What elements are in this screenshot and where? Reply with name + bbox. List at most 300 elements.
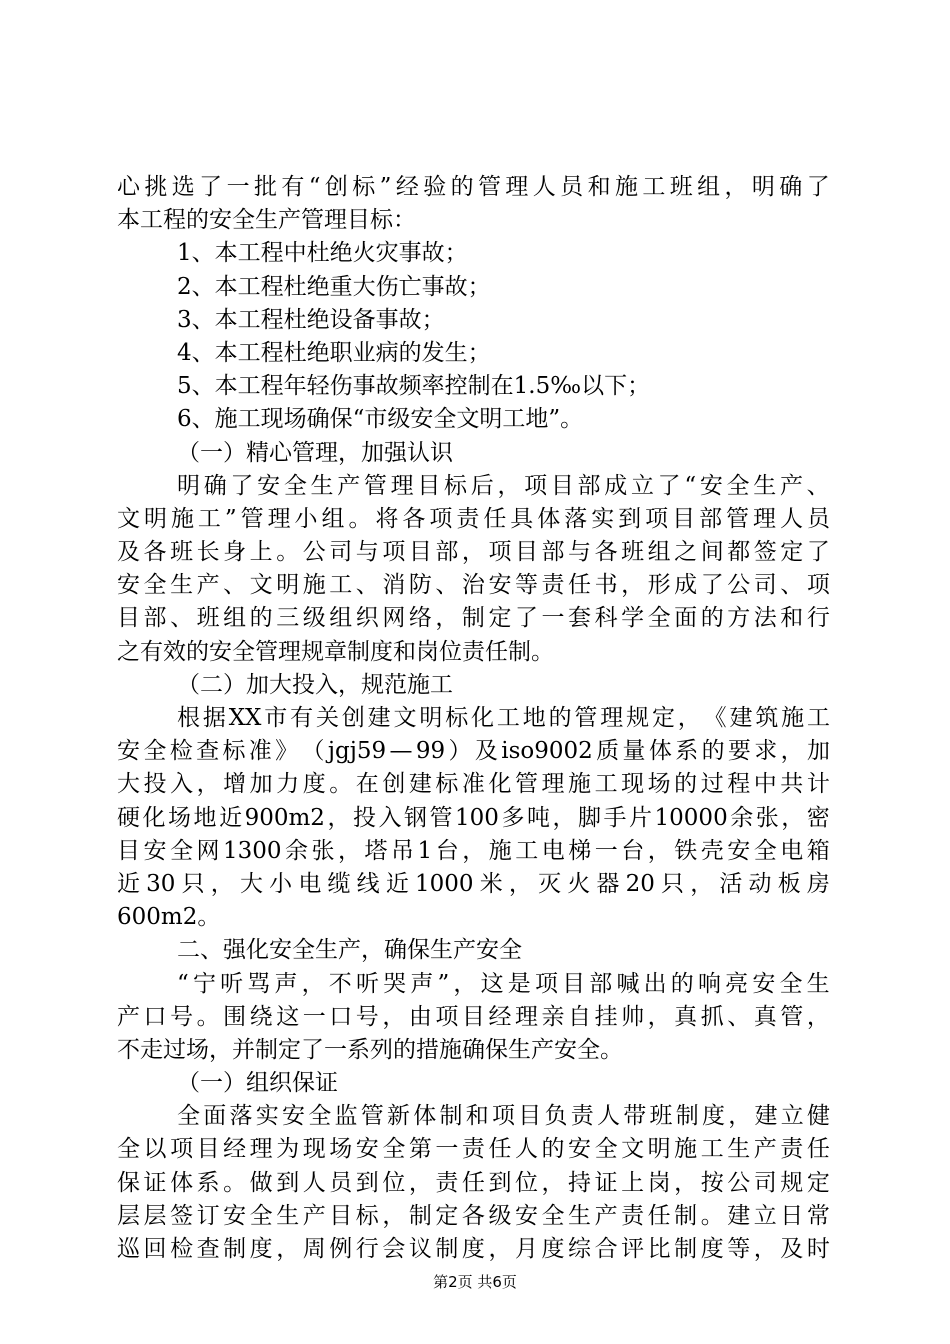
text-glyph: 全 — [753, 837, 777, 864]
text-glyph: 班 — [196, 605, 220, 632]
text-glyph: 项 — [429, 505, 453, 532]
text-glyph: 了 — [700, 572, 724, 599]
text-glyph: 线 — [356, 870, 380, 897]
text-line — [117, 536, 830, 569]
text-glyph: 声 — [410, 970, 434, 997]
text-glyph: ， — [724, 174, 748, 200]
text-glyph: ， — [210, 870, 234, 897]
text-glyph: 目 — [550, 472, 574, 499]
text-glyph: 电 — [298, 870, 322, 897]
text-glyph: 真 — [674, 1003, 698, 1030]
text-line — [117, 968, 830, 1001]
text-glyph: 器 — [596, 870, 620, 897]
text-glyph: 任 — [806, 1136, 830, 1163]
text-glyph: 。 — [329, 771, 353, 798]
text-glyph: 组 — [647, 539, 671, 566]
text-glyph: 级 — [302, 605, 326, 632]
text-glyph: 安 — [514, 1202, 538, 1229]
text-glyph: 安 — [752, 970, 776, 997]
text-glyph: 合 — [594, 1236, 618, 1262]
text-glyph: 查 — [196, 1236, 220, 1262]
text-glyph: 员 — [806, 505, 830, 532]
text-glyph: 的 — [700, 605, 724, 632]
text-glyph: 、 — [170, 605, 194, 632]
text-glyph: 了 — [514, 605, 538, 632]
text-glyph: 口 — [143, 1003, 167, 1030]
text-glyph: 施 — [488, 837, 512, 864]
text-glyph: 到 — [618, 505, 642, 532]
text-line: 不走过场，并制定了一系列的措施确保生产安全。 — [117, 1036, 623, 1063]
text-glyph: “ — [177, 970, 189, 997]
text-glyph: 科 — [594, 605, 618, 632]
text-glyph: 实 — [255, 1103, 279, 1130]
text-glyph: ， — [674, 1169, 698, 1196]
text-glyph: 评 — [621, 1236, 645, 1262]
text-line — [117, 835, 830, 868]
text-glyph: 生 — [568, 1202, 592, 1229]
text-glyph: 上 — [621, 1169, 645, 1196]
text-glyph: 全 — [177, 1103, 200, 1130]
text-glyph: jgj59 — [327, 738, 387, 765]
text-glyph: 生 — [276, 1202, 300, 1229]
text-glyph: 及 — [474, 738, 498, 765]
text-glyph: 学 — [621, 605, 645, 632]
text-glyph: 度 — [461, 1236, 485, 1262]
text-glyph: 经 — [395, 174, 419, 200]
text-glyph: 班 — [170, 539, 194, 566]
text-glyph: ， — [488, 1236, 512, 1262]
text-glyph: 带 — [623, 1103, 647, 1130]
text-glyph: 火 — [567, 870, 591, 897]
text-glyph: 这 — [480, 970, 504, 997]
text-glyph: 铁 — [674, 837, 698, 864]
text-glyph: 岗 — [647, 1169, 671, 1196]
text-glyph: 与 — [355, 539, 379, 566]
text-line — [117, 1167, 830, 1200]
text-glyph: 证 — [143, 1169, 167, 1196]
text-glyph: ， — [382, 1202, 406, 1229]
text-line — [117, 470, 830, 503]
text-glyph: 的 — [249, 605, 273, 632]
text-glyph: 标 — [352, 174, 376, 200]
text-glyph: 施 — [781, 705, 805, 731]
text-glyph: 》 — [275, 738, 299, 765]
text-glyph: 安 — [223, 1202, 247, 1229]
text-glyph: 长 — [196, 539, 220, 566]
text-glyph: 由 — [408, 1003, 432, 1030]
text-glyph: 了 — [806, 539, 830, 566]
text-glyph: 级 — [488, 1202, 512, 1229]
text-glyph: 全 — [647, 605, 671, 632]
text-line — [117, 702, 830, 735]
text-line — [117, 1001, 830, 1034]
text-glyph: 根 — [177, 705, 200, 731]
text-glyph: 定 — [806, 1169, 830, 1196]
text-glyph: ， — [461, 539, 485, 566]
text-glyph: 明 — [177, 472, 200, 499]
text-glyph: 度 — [541, 1236, 565, 1262]
text-glyph: 体 — [170, 1169, 194, 1196]
text-glyph: 安 — [699, 472, 723, 499]
text-glyph: 关 — [315, 705, 339, 731]
text-glyph: 书 — [594, 572, 618, 599]
text-glyph: 任 — [647, 1202, 671, 1229]
text-glyph: （ — [301, 738, 325, 765]
text-glyph: ） — [448, 738, 472, 765]
text-glyph: 络 — [408, 605, 432, 632]
text-glyph: 套 — [568, 605, 592, 632]
text-glyph: 订 — [196, 1202, 220, 1229]
text-glyph: 安 — [117, 572, 140, 599]
text-glyph: 部 — [589, 970, 613, 997]
text-glyph: 全 — [170, 837, 193, 864]
text-glyph: 位 — [514, 1169, 538, 1196]
text-glyph: 工 — [700, 1136, 724, 1163]
text-glyph: 要 — [727, 738, 751, 765]
text-glyph: 形 — [647, 572, 671, 599]
text-glyph: 管 — [240, 505, 264, 532]
text-glyph: 司 — [753, 1169, 777, 1196]
text-glyph: 生 — [727, 1136, 751, 1163]
text-glyph: 为 — [276, 1136, 300, 1163]
text-glyph: 负 — [544, 1103, 568, 1130]
text-glyph: 化 — [488, 771, 512, 798]
text-glyph: 。 — [196, 1003, 220, 1030]
text-glyph: 张 — [311, 837, 335, 864]
text-glyph: 责 — [435, 1169, 459, 1196]
text-glyph: 人 — [597, 1103, 620, 1130]
text-glyph: 、 — [727, 1003, 751, 1030]
text-glyph: ， — [453, 970, 477, 997]
text-glyph: 目 — [117, 837, 140, 864]
text-glyph: 了 — [199, 174, 223, 200]
text-glyph: 安 — [257, 472, 281, 499]
text-glyph: 产 — [753, 1136, 777, 1163]
text-glyph: 系 — [196, 1169, 220, 1196]
text-glyph: 建 — [754, 1103, 778, 1130]
text-glyph: ， — [806, 1003, 830, 1030]
text-glyph: 管 — [514, 771, 538, 798]
text-glyph: 帅 — [621, 1003, 645, 1030]
text-glyph: 心 — [117, 174, 140, 200]
text-glyph: 明 — [143, 505, 167, 532]
text-glyph: 定 — [488, 605, 512, 632]
text-glyph: 生 — [753, 472, 777, 499]
text-glyph: 增 — [223, 771, 247, 798]
text-glyph: 都 — [727, 539, 751, 566]
text-glyph: 梯 — [568, 837, 592, 864]
text-glyph: 骂 — [247, 970, 271, 997]
text-glyph: ， — [780, 738, 804, 765]
text-glyph: 明 — [419, 705, 443, 731]
page-footer: 第2页 共6页 — [433, 1273, 517, 1291]
text-glyph: 三 — [276, 605, 300, 632]
text-glyph: — — [389, 738, 413, 765]
text-line — [117, 802, 830, 835]
text-glyph: ， — [728, 1103, 752, 1130]
text-glyph: 人 — [514, 1136, 538, 1163]
text-glyph: 全 — [117, 1136, 140, 1163]
text-glyph: ， — [508, 870, 532, 897]
text-glyph: 管 — [360, 1103, 384, 1130]
text-glyph: 声 — [274, 970, 298, 997]
text-glyph: 只 — [661, 870, 685, 897]
text-glyph: 班 — [669, 174, 693, 200]
text-line — [117, 503, 830, 536]
text-glyph: 人 — [302, 1169, 326, 1196]
text-glyph: 网 — [196, 837, 220, 864]
text-glyph: 责 — [780, 1136, 804, 1163]
text-glyph: 行 — [355, 1236, 379, 1262]
text-glyph: 是 — [507, 970, 531, 997]
text-glyph: 的 — [670, 970, 694, 997]
text-glyph: 管 — [726, 505, 750, 532]
text-glyph: ， — [301, 970, 325, 997]
text-glyph: 员 — [560, 174, 584, 200]
text-glyph: 理 — [249, 1136, 273, 1163]
text-glyph: 日 — [780, 1202, 804, 1229]
text-glyph: 管 — [429, 804, 453, 831]
text-glyph: 施 — [614, 174, 638, 200]
text-glyph: 片 — [629, 804, 653, 831]
text-glyph: 30 — [146, 870, 176, 897]
text-glyph: 施 — [674, 1136, 698, 1163]
text-glyph: 检 — [169, 738, 193, 765]
text-glyph: 理 — [753, 505, 777, 532]
text-glyph: 目 — [672, 505, 696, 532]
text-glyph: 产 — [337, 472, 361, 499]
text-glyph: 落 — [229, 1103, 253, 1130]
text-glyph: 组 — [223, 605, 247, 632]
text-glyph: 一 — [541, 605, 565, 632]
text-glyph: 组 — [329, 605, 353, 632]
text-glyph: 全 — [726, 472, 750, 499]
text-glyph: ， — [753, 1236, 777, 1262]
text-glyph: 制 — [408, 1202, 432, 1229]
text-glyph: 司 — [329, 539, 353, 566]
text-glyph: 按 — [700, 1169, 724, 1196]
text-glyph: 100 — [455, 804, 499, 831]
text-glyph: 建 — [367, 705, 391, 731]
text-glyph: 电 — [541, 837, 565, 864]
text-glyph: 项 — [435, 1003, 459, 1030]
text-glyph: 不 — [328, 970, 352, 997]
text-glyph: 了 — [806, 174, 830, 200]
text-line: 本工程的安全生产管理目标： — [117, 207, 416, 234]
text-glyph: 1 — [417, 837, 433, 864]
text-glyph: 目 — [117, 605, 140, 632]
text-glyph: 周 — [302, 1236, 326, 1262]
text-glyph: 标 — [355, 1202, 379, 1229]
text-glyph: 余 — [285, 837, 309, 864]
text-glyph: 米 — [479, 870, 503, 897]
text-glyph: 计 — [806, 771, 830, 798]
text-glyph: 治 — [461, 572, 485, 599]
text-glyph: 人 — [779, 505, 803, 532]
text-line: 6、施工现场确保“市级安全文明工地”。 — [177, 406, 584, 433]
text-glyph: 检 — [170, 1236, 194, 1262]
text-glyph: 文 — [393, 705, 417, 731]
text-glyph: 程 — [727, 771, 751, 798]
text-glyph: 创 — [324, 174, 348, 200]
text-glyph: 围 — [223, 1003, 247, 1030]
text-glyph: 文 — [621, 1136, 645, 1163]
text-glyph: 理 — [390, 472, 414, 499]
text-glyph: 听 — [355, 970, 379, 997]
text-glyph: 目 — [518, 1103, 542, 1130]
text-glyph: 上 — [249, 539, 273, 566]
text-glyph: ， — [462, 837, 486, 864]
text-glyph: 的 — [674, 771, 698, 798]
text-glyph: 电 — [780, 837, 804, 864]
text-glyph: 量 — [622, 738, 646, 765]
text-glyph: ” — [379, 174, 392, 200]
text-glyph: 、 — [780, 572, 804, 599]
text-glyph: 制 — [674, 1202, 698, 1229]
text-glyph: 生 — [170, 572, 194, 599]
text-glyph: 大 — [117, 771, 140, 798]
text-glyph: 工 — [807, 705, 830, 731]
text-glyph: 绕 — [249, 1003, 273, 1030]
text-glyph: 比 — [647, 1236, 671, 1262]
text-glyph: 各 — [461, 1202, 485, 1229]
text-glyph: 班 — [621, 539, 645, 566]
text-glyph: 月 — [514, 1236, 538, 1262]
text-glyph: 这 — [276, 1003, 300, 1030]
text-glyph: 加 — [807, 738, 830, 765]
text-glyph: ， — [621, 572, 645, 599]
text-glyph: 议 — [408, 1236, 432, 1262]
text-glyph: 项 — [382, 539, 406, 566]
text-glyph: 活 — [719, 870, 743, 897]
text-glyph: 制 — [674, 1236, 698, 1262]
text-glyph: 目 — [417, 472, 441, 499]
text-glyph: 成 — [674, 572, 698, 599]
text-glyph: 一 — [302, 1003, 326, 1030]
text-glyph: 责 — [541, 572, 565, 599]
text-glyph: 文 — [249, 572, 273, 599]
text-glyph: 中 — [753, 771, 777, 798]
text-glyph: 项 — [645, 505, 669, 532]
text-glyph: 体 — [537, 505, 561, 532]
text-glyph: 任 — [461, 1169, 485, 1196]
text-glyph: 、 — [806, 472, 830, 499]
text-glyph: 1000 — [415, 870, 474, 897]
text-glyph: 例 — [329, 1236, 353, 1262]
text-glyph: 部 — [699, 505, 723, 532]
text-glyph: 灭 — [538, 870, 562, 897]
text-glyph: 等 — [727, 1236, 751, 1262]
text-line — [117, 602, 830, 635]
text-glyph: 亮 — [725, 970, 749, 997]
text-glyph: 项 — [488, 539, 512, 566]
text-glyph: 目 — [196, 1136, 220, 1163]
text-glyph: 巡 — [117, 1236, 140, 1262]
text-glyph: 准 — [461, 771, 485, 798]
text-glyph: 制 — [439, 1103, 463, 1130]
text-glyph: 责 — [456, 505, 480, 532]
text-glyph: 理 — [505, 174, 529, 200]
text-glyph: 理 — [514, 1003, 538, 1030]
text-glyph: 投 — [352, 804, 376, 831]
text-glyph: 文 — [117, 505, 140, 532]
text-glyph: 工 — [515, 837, 539, 864]
text-glyph: 员 — [329, 1169, 353, 1196]
text-glyph: 施 — [302, 572, 326, 599]
text-glyph: 组 — [321, 505, 345, 532]
text-glyph: 管 — [363, 472, 387, 499]
text-glyph: 定 — [780, 539, 804, 566]
text-glyph: 吊 — [391, 837, 415, 864]
text-glyph: 全 — [382, 1136, 406, 1163]
text-glyph: ， — [276, 1236, 300, 1262]
text-glyph: 共 — [780, 771, 804, 798]
text-glyph: 之 — [674, 539, 698, 566]
text-glyph: 在 — [355, 771, 379, 798]
text-glyph: 手 — [603, 804, 627, 831]
text-glyph: 到 — [276, 1169, 300, 1196]
text-glyph: 施 — [170, 505, 194, 532]
text-glyph: 做 — [249, 1169, 273, 1196]
text-glyph: 脚 — [577, 804, 601, 831]
text-glyph: ， — [552, 804, 576, 831]
text-glyph: 签 — [753, 539, 777, 566]
text-glyph: 明 — [647, 1136, 671, 1163]
text-glyph: 的 — [541, 1136, 565, 1163]
text-glyph: 监 — [334, 1103, 358, 1130]
text-glyph: 只 — [181, 870, 205, 897]
text-glyph: 全 — [143, 572, 167, 599]
text-glyph: 理 — [267, 505, 291, 532]
text-glyph: 标 — [444, 472, 468, 499]
text-glyph: 的 — [701, 738, 725, 765]
text-glyph: 口 — [329, 1003, 353, 1030]
text-glyph: 部 — [143, 605, 167, 632]
text-glyph: 工 — [329, 572, 353, 599]
text-glyph: ， — [541, 1169, 565, 1196]
text-glyph: 近 — [219, 804, 243, 831]
text-glyph: 和 — [780, 605, 804, 632]
text-glyph: 多 — [501, 804, 525, 831]
text-glyph: 市 — [264, 705, 288, 731]
text-glyph: 面 — [203, 1103, 227, 1130]
text-glyph: 的 — [450, 174, 474, 200]
text-glyph: 入 — [170, 771, 194, 798]
text-glyph: 硬 — [117, 804, 140, 831]
text-glyph: 各 — [143, 539, 167, 566]
text-glyph: 位 — [382, 1169, 406, 1196]
text-glyph: 动 — [748, 870, 772, 897]
text-glyph: 大 — [239, 870, 263, 897]
text-glyph: 定 — [435, 1202, 459, 1229]
text-glyph: 筑 — [755, 705, 779, 731]
text-glyph: ， — [497, 472, 521, 499]
text-glyph: 箱 — [806, 837, 830, 864]
text-glyph: 到 — [488, 1169, 512, 1196]
text-glyph: 部 — [577, 472, 601, 499]
text-glyph: 产 — [594, 1202, 618, 1229]
text-glyph: 创 — [382, 771, 406, 798]
text-glyph: 成 — [604, 472, 628, 499]
text-glyph: 公 — [727, 572, 751, 599]
text-glyph: 钢 — [403, 804, 427, 831]
text-glyph: 签 — [170, 1202, 194, 1229]
text-glyph: 。 — [223, 1169, 247, 1196]
text-line: 之有效的安全管理规章制度和岗位责任制。 — [117, 638, 554, 665]
text-glyph: 目 — [562, 970, 586, 997]
text-glyph: 全 — [308, 1103, 332, 1130]
text-glyph: 1300 — [223, 837, 282, 864]
